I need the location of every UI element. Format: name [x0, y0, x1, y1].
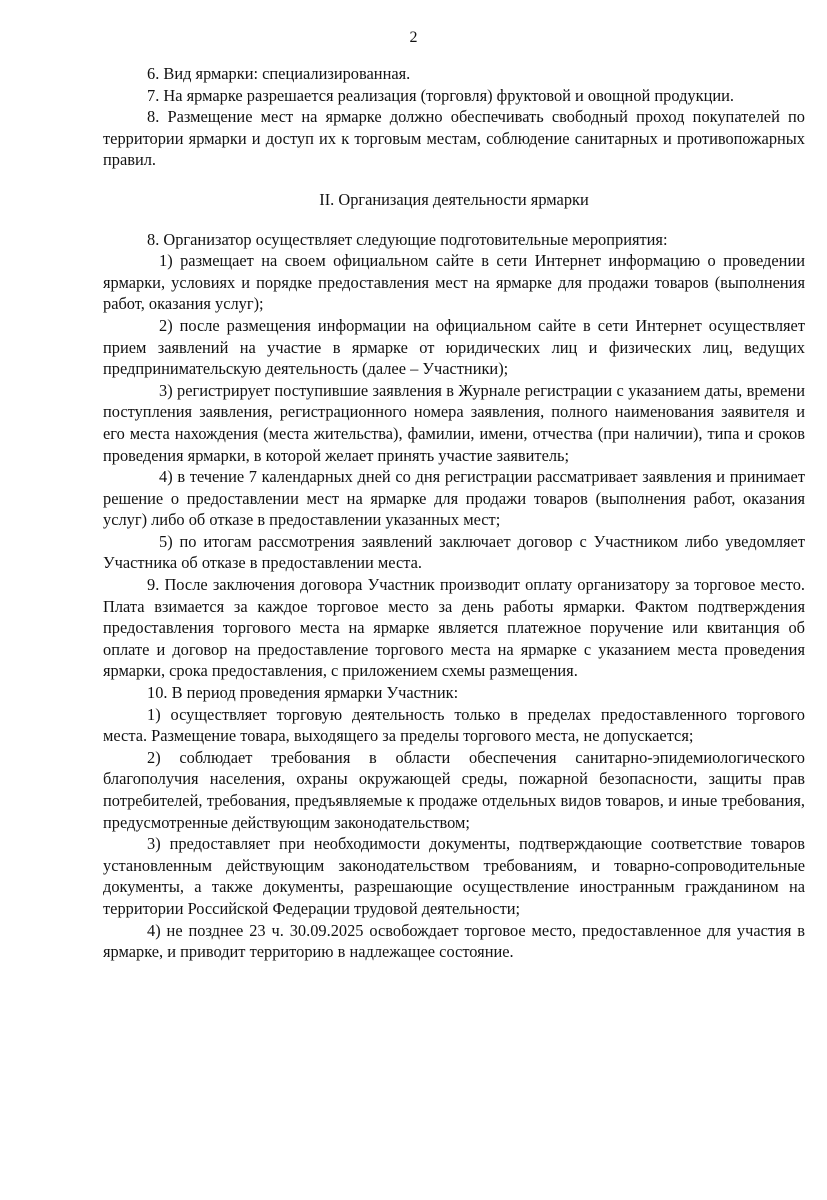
paragraph-10-item-3: 3) предоставляет при необходимости документы, подтверждающие соответствие товаров установленным действующим законодательством требованиям, и товарно-сопроводительные документы, а также документы, разрешающие осуществление иностранным гражданином на территории Российской Федерации трудовой деятельности;: [103, 834, 805, 918]
paragraph-8-organizer: 8. Организатор осуществляет следующие подготовительные мероприятия:: [147, 229, 668, 249]
document-body: [103, 63, 805, 963]
paragraph-6: 6. Вид ярмарки: специализированная.: [147, 64, 411, 83]
paragraph-7: 7. На ярмарке разрешается реализация (торговля) фруктовой и овощной продукции.: [147, 85, 734, 105]
paragraph-10-item-4: 4) не позднее 23 ч. 30.09.2025 освобождает торговое место, предоставленное для участия в ярмарке, и приводит территорию в надлежащее состояние.: [103, 920, 805, 962]
paragraph-8-placement: 8. Размещение мест на ярмарке должно обеспечивать свободный проход покупателей по территории ярмарки и доступ их к торговым местам, соблюдение санитарных и противопожарных правил.: [103, 107, 805, 170]
paragraph-10: 10. В период проведения ярмарки Участник:: [147, 683, 459, 703]
paragraph-8-item-5: 5) по итогам рассмотрения заявлений заключает договор с Участником либо уведомляет Участника об отказе в предоставлении места.: [103, 531, 805, 573]
paragraph-8-item-2: 2) после размещения информации на официальном сайте в сети Интернет осуществляет прием заявлений на участие в ярмарке от юридических лиц и физических лиц, ведущих предпринимательскую деятельность (далее – Участники);: [103, 315, 805, 379]
paragraph-10-item-1: 1) осуществляет торговую деятельность только в пределах предоставленного торгового места. Размещение товара, выходящего за пределы торгового места, не допускается;: [103, 704, 805, 746]
paragraph-8-item-3: 3) регистрирует поступившие заявления в Журнале регистрации с указанием даты, времени поступления заявления, регистрационного номера заявления, полного наименования заявителя и его места нахождения (места жительства), фамилии, имени, отчества (при наличии), типа и сроков проведения ярмарки, в которой желает принять участие заявитель;: [103, 380, 805, 465]
paragraph-9: 9. После заключения договора Участник производит оплату организатору за торговое место. Плата взимается за каждое торговое место за день работы ярмарки. Фактом подтверждения предоставления торгового места на ярмарке является платежное поручение или квитанция об оплате и договор на предоставление торгового места на ярмарке с указанием места проведения ярмарки, срока предоставления, с приложением схемы размещения.: [103, 575, 805, 681]
page-number: 2: [409, 29, 418, 46]
section-heading: II. Организация деятельности ярмарки: [319, 189, 589, 209]
paragraph-8-item-1: 1) размещает на своем официальном сайте в сети Интернет информацию о проведении ярмарки, условиях и порядке предоставления мест на ярмарке для продажи товаров (выполнения работ, оказания услуг);: [103, 251, 805, 314]
paragraph-10-item-2: 2) соблюдает требования в области обеспечения санитарно-эпидемиологического благополучия населения, охраны окружающей среды, пожарной безопасности, защиты прав потребителей, требования, предъявляемые к продаже отдельных видов товаров, и иные требования, предусмотренные действующим законодательством;: [103, 747, 805, 832]
paragraph-8-item-4: 4) в течение 7 календарных дней со дня регистрации рассматривает заявления и принимает решение о предоставлении мест на ярмарке для продажи товаров (выполнения работ, оказания услуг) либо об отказе в предоставлении указанных мест;: [103, 467, 805, 530]
